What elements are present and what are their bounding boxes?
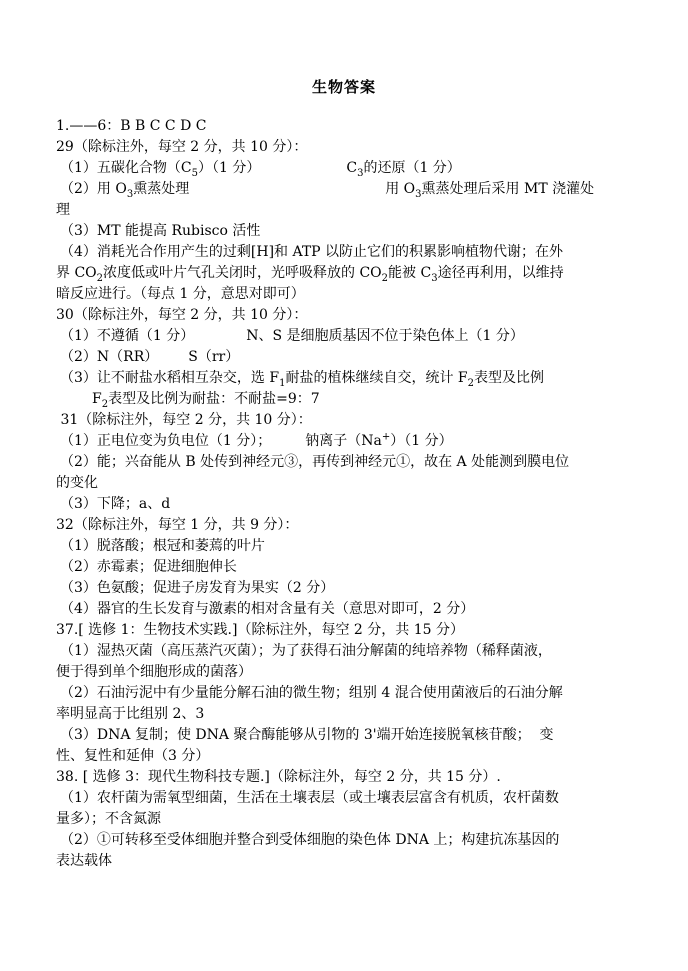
q31-header: 31（除标注外，每空 2 分，共 10 分）： [56,412,312,428]
q38-line-4: 表达载体 [56,853,112,869]
q38-header: 38. [ 选修 3：现代生物科技专题.]（除标注外，每空 2 分，共 15 分）. [56,769,501,785]
q32-header: 32（除标注外，每空 1 分，共 9 分）： [56,517,299,533]
q31-line-2: （2）能；兴奋能从 B 处传到神经元③，再传到神经元①，故在 A 处能测到膜电位 [60,454,570,470]
q29-line-4: （3）MT 能提高 Rubisco 活性 [60,223,261,239]
answer-mcq: 1.——6：B B C C D C [56,118,207,134]
q29-line-6: 界 $CO_2$浓度低或叶片气孔关闭时，光呼吸释放的 $CO_2$能被 $C_3$途径再利用，以维持 [56,265,564,284]
q31-line-4: （3）下降；a、d [60,496,171,512]
q32-line-1: （1）脱落酸；根冠和萎蔫的叶片 [60,538,265,554]
q32-line-4: （4）器官的生长发育与激素的相对含量有关（意思对即可，2 分） [60,601,475,617]
q38-line-3: （2）①可转移至受体细胞并整合到受体细胞的染色体 DNA 上；构建抗冻基因的 [60,832,560,848]
q37-line-6: 性、复性和延伸（3 分） [56,748,210,764]
q37-line-4: 率明显高于比组别 2、3 [56,706,205,722]
q30-line-3: （3）让不耐盐水稻相互杂交，选 $F_1$耐盐的植株继续自交，统计 $F_2$表型及比例 [60,370,544,389]
q37-line-1: （1）湿热灭菌（高压蒸汽灭菌）；为了获得石油分解菌的纯培养物（稀释菌液， [60,643,552,659]
q32-line-3: （3）色氨酸；促进子房发育为果实（2 分） [60,580,335,596]
q29-line-1: （1）五碳化合物$(C_5)(1$ 分） $C_3$的还原（1 分） [60,160,461,179]
q29-line-7: 暗反应进行。（每点 1 分，意思对即可） [56,286,305,302]
q37-line-2: 便于得到单个细胞形成的菌落） [56,664,252,680]
q29-line-2: （2）用 $O_3$熏蒸处理 用 $O_3$熏蒸处理后采用 MT 浇灌处 [60,181,595,200]
q29-header: 29（除标注外，每空 2 分，共 10 分）： [56,139,308,155]
page-title: 生物答案 [311,78,376,96]
q30-line-2: （2）N（RR） S（rr） [60,349,240,365]
q37-line-5: （3）DNA 复制；使 DNA 聚合酶能够从引物的 3'端开始连接脱氧核苷酸； 变 [60,727,554,743]
q37-line-3: （2）石油污泥中有少量能分解石油的微生物；组别 4 混合使用菌液后的石油分解 [60,685,563,701]
q38-line-1: （1）农杆菌为需氧型细菌，生活在土壤表层（或土壤表层富含有机质，农杆菌数 [60,790,559,806]
q29-line-3: 理 [56,202,70,218]
q31-line-3: 的变化 [56,475,98,491]
q30-line-1: （1）不遵循（1 分） N、S 是细胞质基因不位于染色体上（1 分） [60,328,524,344]
q31-line-1: （1）正电位变为负电位（1 分）； 钠离子（Na+）（1 分） [60,431,453,449]
q37-header: 37.[ 选修 1：生物技术实践.]（除标注外，每空 2 分，共 15 分） [56,622,464,638]
q38-line-2: 量多）；不含氮源 [56,811,161,827]
q30-header: 30（除标注外，每空 2 分，共 10 分）： [56,307,308,323]
q30-line-4: $F_2$表型及比例为耐盐：不耐盐=9：7 [92,391,320,410]
q32-line-2: （2）赤霉素；促进细胞伸长 [60,559,237,575]
answer-body [56,116,660,872]
q29-line-5: （4）消耗光合作用产生的过剩[H]和 ATP 以防止它们的积累影响植物代谢；在外 [60,244,564,260]
